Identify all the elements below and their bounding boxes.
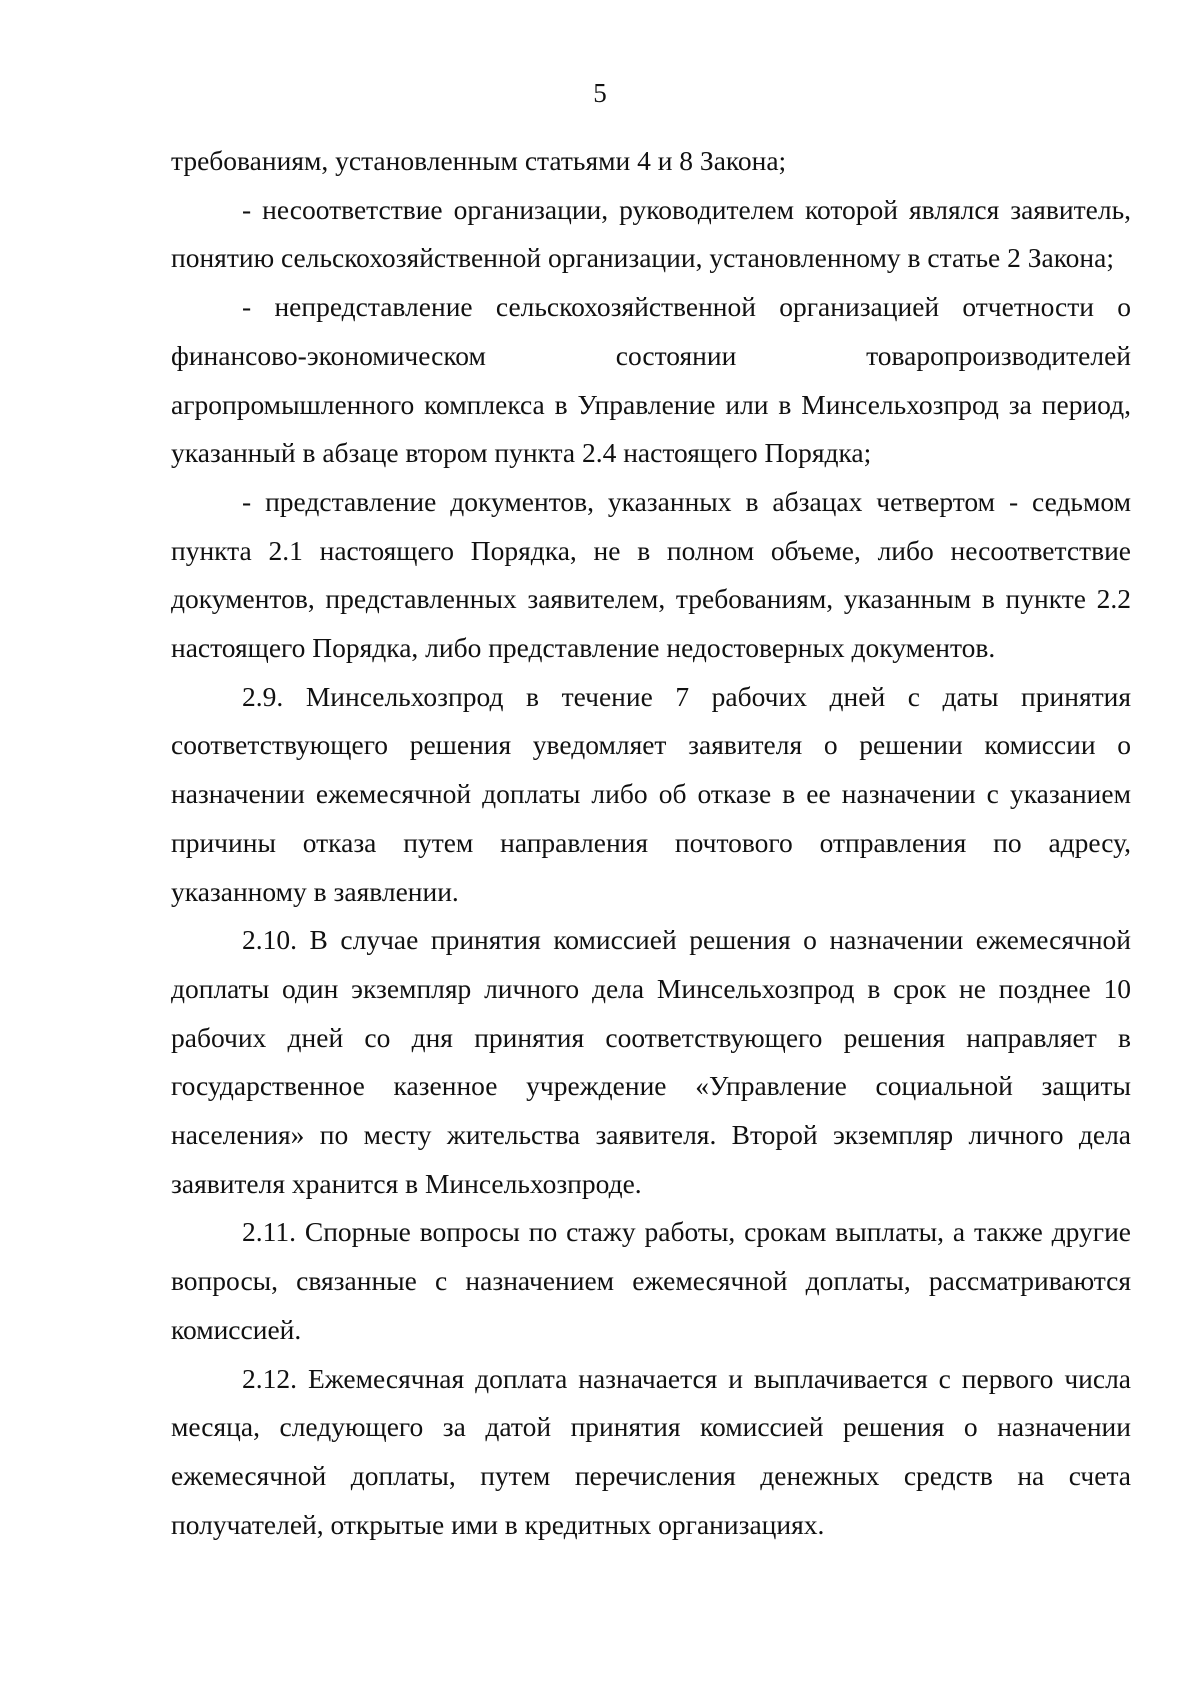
paragraph-refusal-reason-organization: - несоответствие организации, руководителем которой являлся заявитель, понятию сельскохозяйственной организации, установленному в статье 2 Закона; — [171, 193, 1131, 274]
paragraph-2-11: 2.11. Спорные вопросы по стажу работы, срокам выплаты, а также другие вопросы, связанные с назначением ежемесячной доплаты, рассматриваются комиссией. — [171, 1216, 1131, 1345]
paragraph-2-10: 2.10. В случае принятия комиссией решения о назначении ежемесячной доплаты один экземпляр личного дела Минсельхозпрод в срок не позднее 10 рабочих дней со дня принятия соответствующего решения направляет в государственное казенное учреждение «Управление социальной защиты населения» по месту жительства заявителя. Второй экземпляр личного дела заявителя хранится в Минсельхозпроде. — [171, 924, 1131, 1199]
paragraph-2-9: 2.9. Минсельхозпрод в течение 7 рабочих дней с даты принятия соответствующего решения уведомляет заявителя о решении комиссии о назначении ежемесячной доплаты либо об отказе в ее назначении с указанием причины отказа путем направления почтового отправления по адресу, указанному в заявлении. — [171, 680, 1131, 907]
page-number: 5 — [593, 78, 607, 108]
document-body — [171, 137, 1131, 1549]
paragraph-continuation: требованиям, установленным статьями 4 и 8 Закона; — [171, 145, 787, 176]
paragraph-refusal-reason-documents: - представление документов, указанных в абзацах четвертом - седьмом пункта 2.1 настоящего Порядка, не в полном объеме, либо несоответствие документов, представленных заявителем, требованиям, указанным в пункте 2.2 настоящего Порядка, либо представление недостоверных документов. — [171, 485, 1131, 664]
paragraph-refusal-reason-reporting: - непредставление сельскохозяйственной организацией отчетности о финансово-экономическом состоянии товаропроизводителей агропромышленного комплекса в Управление или в Минсельхозпрод за период, указанный в абзаце втором пункта 2.4 настоящего Порядка; — [171, 291, 1131, 469]
paragraph-2-12: 2.12. Ежемесячная доплата назначается и выплачивается с первого числа месяца, следующего за датой принятия комиссией решения о назначении ежемесячной доплаты, путем перечисления денежных средств на счета получателей, открытые ими в кредитных организациях. — [171, 1362, 1131, 1540]
